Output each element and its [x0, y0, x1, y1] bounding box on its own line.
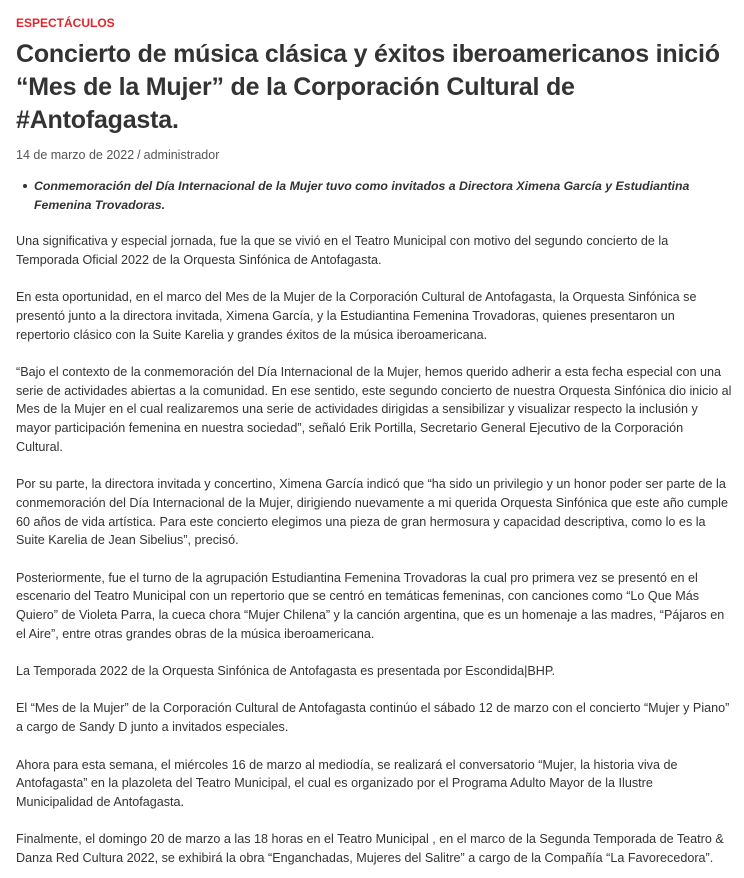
meta-separator: / — [137, 148, 141, 162]
paragraph-4: Por su parte, la directora invitada y concertino, Ximena García indicó que “ha sido un privilegio y un honor poder ser parte de la conmemoración del Día Internacional de la Mujer, dirigiendo nuevamente a mi querida Orquesta Sinfónica que este año cumple 60 años de vida artística. Para este concierto elegimos una pieza de gran hermosura y capacidad descriptiva, como lo es la Suite Karelia de Jean Sibelius”, precisó. — [16, 477, 728, 548]
paragraph-1: Una significativa y especial jornada, fue la que se vivió en el Teatro Municipal con motivo del segundo concierto de la Temporada Oficial 2022 de la Orquesta Sinfónica de Antofagasta. — [16, 234, 669, 267]
paragraph-3: “Bajo el contexto de la conmemoración del Día Internacional de la Mujer, hemos querido adherir a esta fecha especial con una serie de actividades abiertas a la comunidad. En ese sentido, este segundo concierto de nuestra Orquesta Sinfónica dio inicio al Mes de la Mujer en el cual realizaremos una serie de actividades dirigidas a sensibilizar y visualizar respecto la inclusión y mayor participación femenina en nuestra sociedad”, señaló Erik Portilla, Secretario General Ejecutivo de la Corporación Cultural. — [16, 364, 732, 454]
article-date: 14 de marzo de 2022 — [16, 148, 135, 162]
paragraph-6: La Temporada 2022 de la Orquesta Sinfónica de Antofagasta es presentada por Escondida|BHP. — [16, 664, 556, 679]
article-body — [16, 232, 732, 868]
paragraph-8: Ahora para esta semana, el miércoles 16 de marzo al mediodía, se realizará el conversatorio “Mujer, la historia viva de Antofagasta” en la plazoleta del Teatro Municipal, el cual es organizado por el Programa Adulto Mayor de la Ilustre Municipalidad de Antofagasta. — [16, 757, 678, 809]
article — [0, 16, 744, 868]
summary-item: Conmemoración del Día Internacional de la Mujer tuvo como invitados a Directora Ximena García y Estudiantina Femenina Trovadoras. — [34, 177, 732, 215]
summary-list — [16, 177, 732, 215]
article-title: Concierto de música clásica y éxitos iberoamericanos inició “Mes de la Mujer” de la Corporación Cultural de #Antofagasta. — [16, 40, 720, 134]
category-link[interactable]: ESPECTÁCULOS — [16, 16, 115, 30]
author-link[interactable]: administrador — [143, 148, 220, 162]
article-meta — [16, 147, 732, 163]
paragraph-2: En esta oportunidad, en el marco del Mes de la Mujer de la Corporación Cultural de Antofagasta, la Orquesta Sinfónica se presentó junto a la directora invitada, Ximena García, y la Estudiantina Femenina Trovadoras, quienes presentaron un repertorio clásico con la Suite Karelia y grandes éxitos de la música iberoamericana. — [16, 290, 697, 342]
paragraph-9: Finalmente, el domingo 20 de marzo a las 18 horas en el Teatro Municipal , en el marco de la Segunda Temporada de Teatro & Danza Red Cultura 2022, se exhibirá la obra “Enganchadas, Mujeres del Salitre” a cargo de la Compañía “La Favorecedora”. — [16, 832, 724, 866]
paragraph-5: Posteriormente, fue el turno de la agrupación Estudiantina Femenina Trovadoras la cual pro primera vez se presentó en el escenario del Teatro Municipal con un repertorio que se centró en temáticas femeninas, con canciones como “Lo Que Más Quiero” de Violeta Parra, la cueca chora “Mujer Chilena” y la canción argentina, que es un homenaje a las madres, “Pájaros en el Aire”, entre otras grandes obras de la música iberoamericana. — [16, 570, 725, 641]
paragraph-7: El “Mes de la Mujer” de la Corporación Cultural de Antofagasta continúo el sábado 12 de marzo con el concierto “Mujer y Piano” a cargo de Sandy D junto a invitados especiales. — [16, 701, 730, 735]
